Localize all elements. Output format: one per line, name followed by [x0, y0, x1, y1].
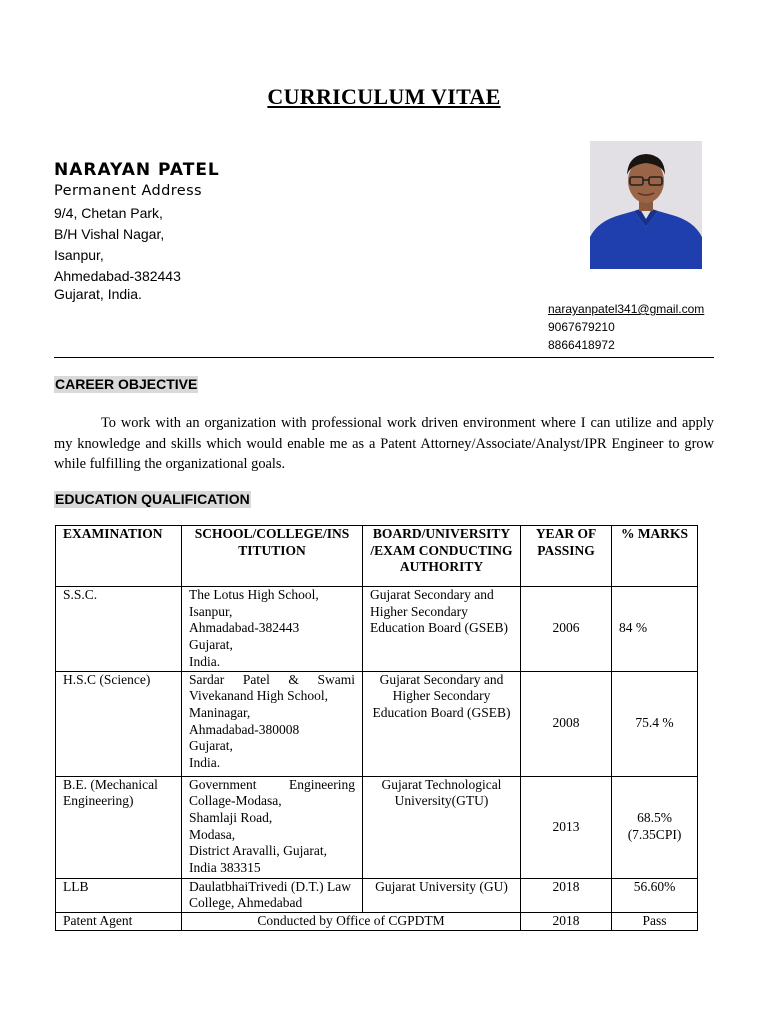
year-cell: 2013: [521, 776, 612, 878]
table-row: [56, 878, 698, 912]
table-row: [56, 776, 698, 878]
education-table: [55, 525, 698, 931]
table-row: [56, 912, 698, 930]
email-link[interactable]: narayanpatel341@gmail.com: [548, 302, 705, 316]
table-row: [56, 671, 698, 776]
school-board-cell: Conducted by Office of CGPDTM: [182, 912, 521, 930]
table-header-row: [56, 526, 698, 587]
exam-cell: LLB: [56, 878, 182, 912]
exam-cell: B.E. (Mechanical Engineering): [56, 776, 182, 878]
column-header: SCHOOL/COLLEGE/INS TITUTION: [182, 526, 363, 587]
school-cell: Sardar Patel & Swami Vivekanand High School, Maninagar, Ahmadabad-380008 Gujarat, India.: [182, 671, 363, 776]
marks-cell: 68.5% (7.35CPI): [612, 776, 698, 878]
address-line: Gujarat, India.: [54, 286, 142, 302]
marks-cell: Pass: [612, 912, 698, 930]
exam-cell: Patent Agent: [56, 912, 182, 930]
board-cell: Gujarat Secondary and Higher Secondary Education Board (GSEB): [363, 671, 521, 776]
address-line: Ahmedabad-382443: [54, 268, 181, 284]
address-line: 9/4, Chetan Park,: [54, 205, 163, 221]
column-header: EXAMINATION: [56, 526, 182, 587]
board-cell: Gujarat Technological University(GTU): [363, 776, 521, 878]
column-header: BOARD/UNIVERSITY /EXAM CONDUCTING AUTHORITY: [363, 526, 521, 587]
exam-cell: S.S.C.: [56, 587, 182, 672]
board-cell: Gujarat University (GU): [363, 878, 521, 912]
school-cell: The Lotus High School, Isanpur, Ahmadabad-382443 Gujarat, India.: [182, 587, 363, 672]
column-header: YEAR OF PASSING: [521, 526, 612, 587]
address-heading: Permanent Address: [54, 183, 203, 199]
profile-photo: [590, 141, 702, 269]
table-row: [56, 587, 698, 672]
year-cell: 2018: [521, 878, 612, 912]
board-cell: Gujarat Secondary and Higher Secondary Education Board (GSEB): [363, 587, 521, 672]
year-cell: 2006: [521, 587, 612, 672]
education-heading: EDUCATION QUALIFICATION: [55, 491, 250, 507]
divider: [54, 357, 714, 358]
address-line: Isanpur,: [54, 247, 104, 263]
column-header: % MARKS: [612, 526, 698, 587]
school-cell: DaulatbhaiTrivedi (D.T.) Law College, Ahmedabad: [182, 878, 363, 912]
school-cell: Government Engineering Collage-Modasa, Shamlaji Road, Modasa, District Aravalli, Gujarat, India 383315: [182, 776, 363, 878]
phone-number: 9067679210: [548, 320, 615, 334]
marks-cell: 75.4 %: [612, 671, 698, 776]
phone-number: 8866418972: [548, 338, 615, 352]
marks-cell: 84 %: [612, 587, 698, 672]
career-objective-text: To work with an organization with professional work driven environment where I can utilize and apply my knowledge and skills which would enable me as a Patent Attorney/Associate/Analyst/IPR Engineer to grow while fulfilling the organizational goals.: [54, 415, 714, 472]
exam-cell: H.S.C (Science): [56, 671, 182, 776]
career-objective-heading: CAREER OBJECTIVE: [55, 376, 198, 392]
year-cell: 2008: [521, 671, 612, 776]
candidate-name: NARAYAN PATEL: [54, 160, 220, 180]
address-line: B/H Vishal Nagar,: [54, 226, 165, 242]
year-cell: 2018: [521, 912, 612, 930]
marks-cell: 56.60%: [612, 878, 698, 912]
document-title: CURRICULUM VITAE: [267, 84, 501, 109]
